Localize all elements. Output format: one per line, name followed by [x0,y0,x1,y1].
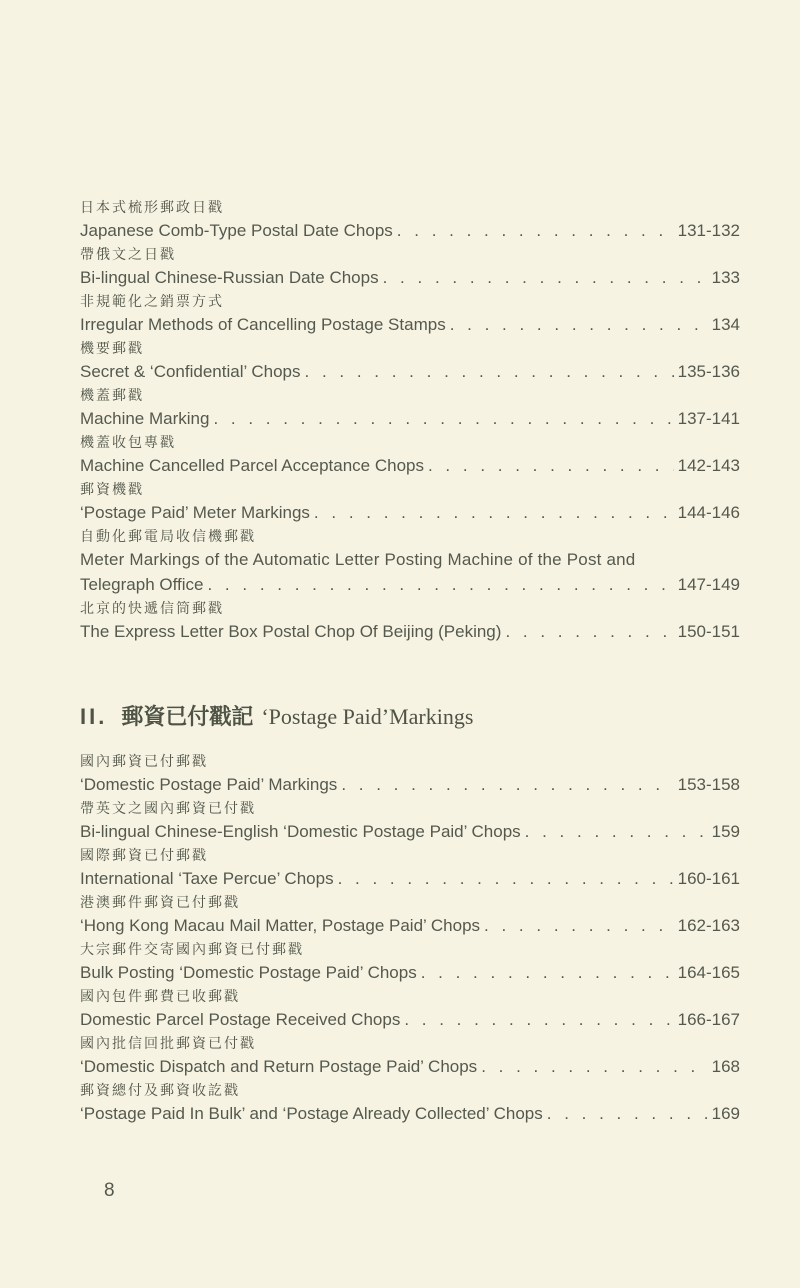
entry-title-en-continued: Telegraph Office [80,575,204,594]
entry-title-en: Bulk Posting ‘Domestic Postage Paid’ Chops [80,963,417,982]
dot-leader [450,312,708,337]
entry-title-zh: 國內包件郵費已收郵戳 [80,989,240,1005]
entry-title-zh: 非規範化之銷票方式 [80,294,224,310]
entry-title-zh: 機蓋郵戳 [80,388,144,404]
dot-leader [341,772,673,797]
dot-leader [421,960,674,985]
entry-page: 144-146 [677,503,740,522]
entry-title-zh: 郵資總付及郵資收訖戳 [80,1083,240,1099]
entry-line [80,1054,740,1079]
toc-entry [80,292,740,337]
dot-leader [397,218,674,243]
entry-title-en: Irregular Methods of Cancelling Postage Stamps [80,315,446,334]
toc-entry [80,433,740,478]
entry-title-zh: 機蓋收包專戳 [80,435,176,451]
entry-title-en: ‘Postage Paid In Bulk’ and ‘Postage Already Collected’ Chops [80,1104,543,1123]
dot-leader [305,359,674,384]
entry-line [80,359,740,384]
toc-entry [80,846,740,891]
toc-section-1 [80,198,740,646]
entry-line [80,547,740,572]
entry-title-en: Bi-lingual Chinese-Russian Date Chops [80,268,379,287]
entry-title-zh: 機要郵戳 [80,341,144,357]
entry-title-zh: 北京的快遞信筒郵戳 [80,601,224,617]
toc-entry [80,480,740,525]
toc-entry [80,799,740,844]
entry-title-en: ‘Domestic Postage Paid’ Markings [80,775,338,794]
dot-leader [481,1054,707,1079]
entry-line [80,500,740,525]
entry-page: 153-158 [677,775,740,794]
entry-title-zh: 國內批信回批郵資已付戳 [80,1036,256,1052]
entry-title-en: Machine Marking [80,409,210,428]
section-heading [80,700,473,731]
entry-line [80,218,740,243]
section-number: II. [80,704,108,729]
entry-page: 135-136 [677,362,740,381]
entry-title-zh: 國際郵資已付郵戳 [80,848,208,864]
entry-line [80,819,740,844]
section-title-en: ‘Postage Paid’Markings [261,704,474,729]
entry-page: 142-143 [677,456,740,475]
toc-entry [80,386,740,431]
entry-title-zh: 港澳郵件郵資已付郵戳 [80,895,240,911]
entry-title-en: Bi-lingual Chinese-English ‘Domestic Postage Paid’ Chops [80,822,521,841]
entry-page: 147-149 [677,575,740,594]
entry-title-zh: 國內郵資已付郵戳 [80,754,208,770]
dot-leader [484,913,674,938]
entry-page: 134 [711,315,740,334]
entry-page: 159 [711,822,740,841]
page-number: 8 [104,1180,115,1201]
entry-page: 137-141 [677,409,740,428]
entry-title-en: ‘Domestic Dispatch and Return Postage Paid’ Chops [80,1057,478,1076]
entry-title-en: Domestic Parcel Postage Received Chops [80,1010,401,1029]
entry-line [80,572,740,597]
entry-title-en: Japanese Comb-Type Postal Date Chops [80,221,393,240]
entry-title-zh: 日本式梳形郵政日戳 [80,200,224,216]
entry-page: 169 [711,1104,740,1123]
toc-entry [80,527,740,597]
dot-leader [547,1101,708,1126]
dot-leader [404,1007,673,1032]
entry-title-zh: 郵資機戳 [80,482,144,498]
dot-leader [207,572,673,597]
dot-leader [525,819,708,844]
entry-title-zh: 自動化郵電局收信機郵戳 [80,529,256,545]
toc-entry [80,987,740,1032]
section-title-zh: 郵資已付戳記 [121,705,254,730]
dot-leader [505,619,673,644]
entry-title-en: Machine Cancelled Parcel Acceptance Chops [80,456,424,475]
toc-entry [80,1081,740,1126]
entry-line [80,1101,740,1126]
entry-line [80,960,740,985]
entry-line [80,265,740,290]
entry-page: 133 [711,268,740,287]
entry-page: 160-161 [677,869,740,888]
entry-line [80,453,740,478]
toc-entry [80,752,740,797]
entry-line [80,312,740,337]
entry-title-en: International ‘Taxe Percue’ Chops [80,869,334,888]
entry-line [80,619,740,644]
dot-leader [428,453,674,478]
toc-entry [80,940,740,985]
entry-page: 150-151 [677,622,740,641]
toc-entry [80,1034,740,1079]
entry-line [80,913,740,938]
entry-line [80,1007,740,1032]
dot-leader [314,500,674,525]
entry-title-zh: 帶英文之國內郵資已付戳 [80,801,256,817]
toc-entry [80,599,740,644]
entry-page: 166-167 [677,1010,740,1029]
entry-page: 164-165 [677,963,740,982]
entry-line [80,866,740,891]
dot-leader [383,265,708,290]
entry-page: 168 [711,1057,740,1076]
entry-title-en: Secret & ‘Confidential’ Chops [80,362,301,381]
entry-line [80,406,740,431]
entry-title-en: ‘Postage Paid’ Meter Markings [80,503,310,522]
dot-leader [338,866,674,891]
dot-leader [213,406,673,431]
toc-entry [80,339,740,384]
toc-entry [80,245,740,290]
entry-page: 162-163 [677,916,740,935]
entry-line [80,772,740,797]
entry-title-zh: 帶俄文之日戳 [80,247,176,263]
toc-entry [80,893,740,938]
entry-title-en: Meter Markings of the Automatic Letter Posting Machine of the Post and [80,550,636,569]
entry-title-en: The Express Letter Box Postal Chop Of Beijing (Peking) [80,622,502,641]
entry-title-zh: 大宗郵件交寄國內郵資已付郵戳 [80,942,304,958]
entry-page: 131-132 [677,221,740,240]
toc-section-2 [80,752,740,1128]
toc-entry [80,198,740,243]
entry-title-en: ‘Hong Kong Macau Mail Matter, Postage Paid’ Chops [80,916,481,935]
